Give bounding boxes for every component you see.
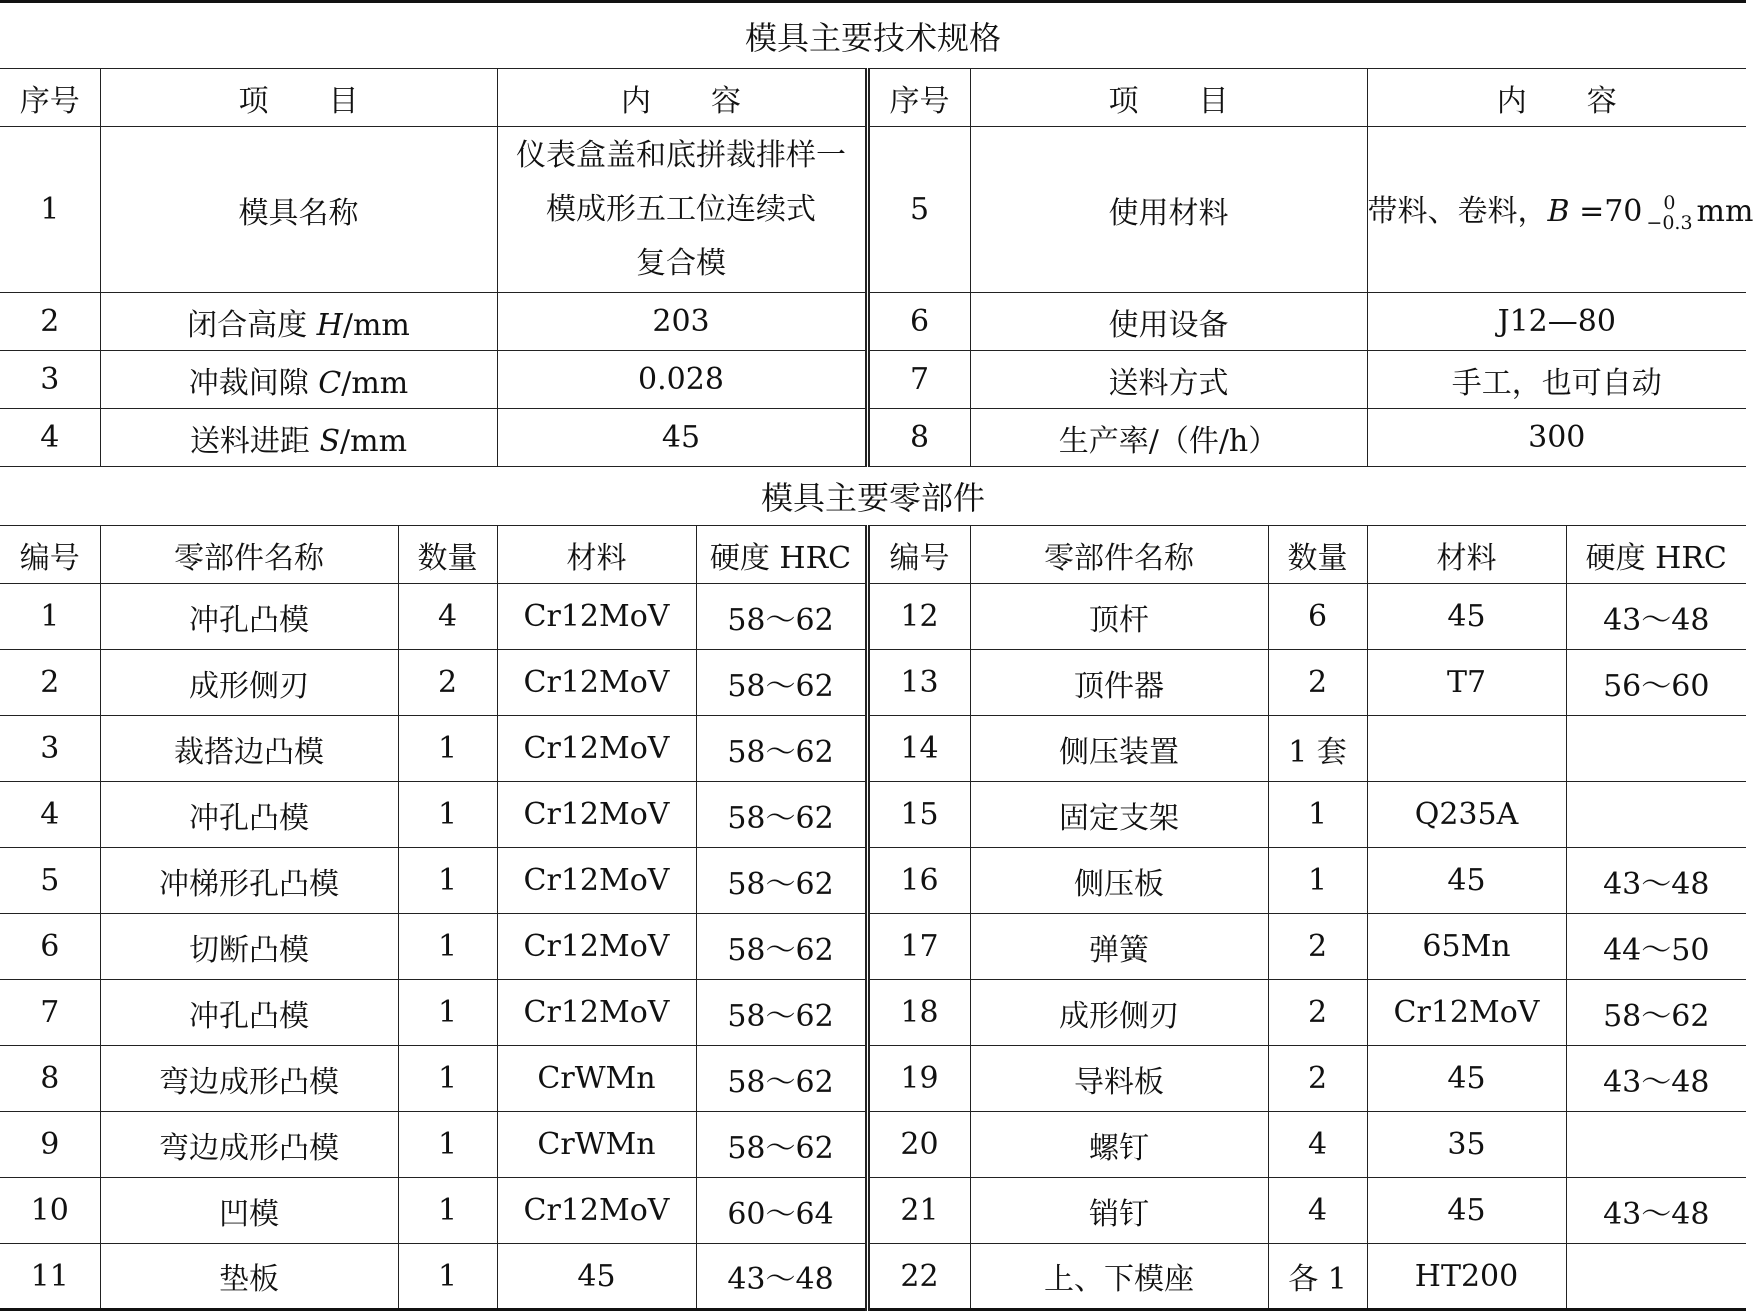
spec-row	[0, 293, 1746, 351]
spec-item-var: C	[318, 365, 342, 401]
part-material: CrWMn	[497, 1046, 696, 1112]
table-row	[0, 782, 1746, 848]
part-hardness: 43～48	[1566, 1046, 1746, 1112]
part-hardness: 58～62	[696, 1112, 867, 1178]
part-name: 弯边成形凸模	[100, 1112, 398, 1178]
material-unit: mm	[1696, 194, 1753, 229]
part-name: 导料板	[970, 1046, 1268, 1112]
part-no: 19	[867, 1046, 970, 1112]
part-material: Cr12MoV	[497, 716, 696, 782]
parts-header-no: 编号	[0, 526, 100, 584]
material-width-var: B	[1547, 194, 1570, 229]
part-hardness: 43～48	[1566, 1178, 1746, 1244]
material-prefix: 带料、卷料，	[1367, 194, 1548, 229]
parts-header-hardness: 硬度 HRC	[1566, 526, 1746, 584]
parts-header-row	[0, 526, 1746, 584]
part-hardness: 58～62	[696, 1046, 867, 1112]
table-row	[0, 1244, 1746, 1310]
part-name: 顶件器	[970, 650, 1268, 716]
part-qty: 2	[1268, 650, 1367, 716]
spec-no: 6	[867, 293, 970, 351]
part-hardness: 58～62	[696, 980, 867, 1046]
tolerance-upper: 0	[1663, 192, 1676, 214]
part-material: 45	[1367, 848, 1566, 914]
parts-header-name: 零部件名称	[970, 526, 1268, 584]
spec-row	[0, 127, 1746, 293]
part-hardness: 58～62	[696, 584, 867, 650]
part-name: 上、下模座	[970, 1244, 1268, 1310]
part-qty: 1	[1268, 782, 1367, 848]
part-qty: 1	[1268, 848, 1367, 914]
part-no: 15	[867, 782, 970, 848]
part-hardness: 56～60	[1566, 650, 1746, 716]
material-width-value: =70	[1569, 194, 1643, 229]
spec-item-var: H	[316, 307, 343, 343]
part-material: Cr12MoV	[497, 914, 696, 980]
spec-row	[0, 351, 1746, 409]
part-material: Cr12MoV	[497, 584, 696, 650]
part-no: 11	[0, 1244, 100, 1310]
part-name: 切断凸模	[100, 914, 398, 980]
part-material: Q235A	[1367, 782, 1566, 848]
table-row	[0, 650, 1746, 716]
spec-no: 2	[0, 293, 100, 351]
part-no: 1	[0, 584, 100, 650]
table-row	[0, 1178, 1746, 1244]
spec-header-item: 项 目	[100, 69, 497, 127]
spec-table	[0, 68, 1753, 467]
part-no: 18	[867, 980, 970, 1046]
part-qty: 4	[1268, 1112, 1367, 1178]
spec-row	[0, 409, 1746, 467]
spec-content: 0.028	[497, 351, 867, 409]
part-material: 65Mn	[1367, 914, 1566, 980]
part-material: Cr12MoV	[497, 782, 696, 848]
part-hardness: 58～62	[696, 914, 867, 980]
table-row	[0, 1046, 1746, 1112]
part-no: 20	[867, 1112, 970, 1178]
part-material: 35	[1367, 1112, 1566, 1178]
spec-header-content: 内 容	[497, 69, 867, 127]
spec-item-text: 冲裁间隙	[188, 365, 319, 401]
spec-no: 4	[0, 409, 100, 467]
tolerance-lower: −0.3	[1646, 212, 1693, 234]
part-material: Cr12MoV	[497, 848, 696, 914]
part-no: 12	[867, 584, 970, 650]
spec-content: 45	[497, 409, 867, 467]
part-qty: 1	[398, 1112, 497, 1178]
spec-content: 手工，也可自动	[1367, 351, 1746, 409]
part-name: 冲梯形孔凸模	[100, 848, 398, 914]
spec-item-text: 送料进距	[189, 423, 320, 459]
spec-item: 使用材料	[970, 127, 1367, 293]
spec-header-item: 项 目	[970, 69, 1367, 127]
spec-table-title: 模具主要技术规格	[0, 0, 1746, 68]
parts-header-hardness: 硬度 HRC	[696, 526, 867, 584]
parts-table	[0, 525, 1746, 1311]
part-hardness	[1566, 782, 1746, 848]
spec-no: 7	[867, 351, 970, 409]
part-material	[1367, 716, 1566, 782]
parts-header-qty: 数量	[398, 526, 497, 584]
part-qty: 6	[1268, 584, 1367, 650]
part-name: 弹簧	[970, 914, 1268, 980]
part-qty: 1	[398, 848, 497, 914]
part-name: 垫板	[100, 1244, 398, 1310]
part-material: Cr12MoV	[1367, 980, 1566, 1046]
part-name: 冲孔凸模	[100, 980, 398, 1046]
spec-item: 使用设备	[970, 293, 1367, 351]
parts-header-material: 材料	[497, 526, 696, 584]
part-name: 侧压装置	[970, 716, 1268, 782]
table-row	[0, 716, 1746, 782]
part-name: 成形侧刃	[100, 650, 398, 716]
part-hardness: 43～48	[696, 1244, 867, 1310]
spec-content-line: 模成形五工位连续式	[546, 191, 816, 227]
parts-header-name: 零部件名称	[100, 526, 398, 584]
spec-item: 送料方式	[970, 351, 1367, 409]
part-no: 4	[0, 782, 100, 848]
part-material: Cr12MoV	[497, 650, 696, 716]
part-name: 侧压板	[970, 848, 1268, 914]
part-material: 45	[1367, 1178, 1566, 1244]
parts-header-no: 编号	[867, 526, 970, 584]
part-material: 45	[1367, 1046, 1566, 1112]
part-hardness: 58～62	[696, 782, 867, 848]
part-material: Cr12MoV	[497, 980, 696, 1046]
part-qty: 1	[398, 716, 497, 782]
part-hardness: 44～50	[1566, 914, 1746, 980]
part-material: Cr12MoV	[497, 1178, 696, 1244]
part-qty: 各 1	[1268, 1244, 1367, 1310]
part-hardness	[1566, 1112, 1746, 1178]
part-name: 螺钉	[970, 1112, 1268, 1178]
part-name: 固定支架	[970, 782, 1268, 848]
part-no: 21	[867, 1178, 970, 1244]
parts-body	[0, 584, 1746, 1310]
parts-table-title: 模具主要零部件	[760, 479, 985, 517]
spec-item-unit: /mm	[342, 307, 410, 343]
part-no: 8	[0, 1046, 100, 1112]
part-hardness: 58～62	[1566, 980, 1746, 1046]
part-qty: 4	[398, 584, 497, 650]
part-name: 销钉	[970, 1178, 1268, 1244]
spec-item	[100, 409, 497, 467]
part-name: 凹模	[100, 1178, 398, 1244]
part-hardness	[1566, 716, 1746, 782]
part-qty: 1	[398, 782, 497, 848]
spec-item: 模具名称	[100, 127, 497, 293]
part-material: HT200	[1367, 1244, 1566, 1310]
part-name: 弯边成形凸模	[100, 1046, 398, 1112]
table-row	[0, 980, 1746, 1046]
parts-header-qty: 数量	[1268, 526, 1367, 584]
part-no: 9	[0, 1112, 100, 1178]
part-no: 14	[867, 716, 970, 782]
part-qty: 2	[1268, 1046, 1367, 1112]
part-material: 45	[1367, 584, 1566, 650]
part-no: 17	[867, 914, 970, 980]
part-qty: 1	[398, 914, 497, 980]
spec-content: 300	[1367, 409, 1746, 467]
part-name: 顶杆	[970, 584, 1268, 650]
part-name: 裁搭边凸模	[100, 716, 398, 782]
part-qty: 1	[398, 1046, 497, 1112]
part-hardness: 58～62	[696, 650, 867, 716]
part-no: 10	[0, 1178, 100, 1244]
spec-content: 203	[497, 293, 867, 351]
parts-header-material: 材料	[1367, 526, 1566, 584]
spec-item: 生产率/（件/h）	[970, 409, 1367, 467]
part-name: 冲孔凸模	[100, 584, 398, 650]
part-qty: 2	[1268, 980, 1367, 1046]
spec-item	[100, 351, 497, 409]
spec-no: 8	[867, 409, 970, 467]
part-qty: 2	[1268, 914, 1367, 980]
part-no: 5	[0, 848, 100, 914]
spec-content: J12—80	[1367, 293, 1746, 351]
part-qty: 1	[398, 1178, 497, 1244]
spec-no: 3	[0, 351, 100, 409]
part-no: 2	[0, 650, 100, 716]
part-hardness: 43～48	[1566, 848, 1746, 914]
part-material: T7	[1367, 650, 1566, 716]
spec-item	[100, 293, 497, 351]
table-row	[0, 914, 1746, 980]
spec-content-line: 复合模	[636, 245, 726, 281]
part-no: 7	[0, 980, 100, 1046]
spec-header-content: 内 容	[1367, 69, 1746, 127]
part-hardness	[1566, 1244, 1746, 1310]
part-hardness: 58～62	[696, 848, 867, 914]
table-row	[0, 848, 1746, 914]
spec-header-no: 序号	[867, 69, 970, 127]
part-no: 3	[0, 716, 100, 782]
spec-header-no: 序号	[0, 69, 100, 127]
part-material: CrWMn	[497, 1112, 696, 1178]
part-no: 6	[0, 914, 100, 980]
spec-no: 5	[867, 127, 970, 293]
part-qty: 1	[398, 980, 497, 1046]
part-hardness: 43～48	[1566, 584, 1746, 650]
part-qty: 4	[1268, 1178, 1367, 1244]
part-qty: 1 套	[1268, 716, 1367, 782]
part-no: 13	[867, 650, 970, 716]
part-name: 成形侧刃	[970, 980, 1268, 1046]
spec-item-var: S	[319, 423, 341, 459]
spec-item-unit: /mm	[340, 423, 408, 459]
part-no: 22	[867, 1244, 970, 1310]
material-tolerance	[1646, 193, 1692, 233]
table-row	[0, 1112, 1746, 1178]
spec-content	[497, 127, 867, 293]
table-row	[0, 584, 1746, 650]
spec-item-text: 闭合高度	[187, 307, 317, 343]
spec-item-unit: /mm	[341, 365, 409, 401]
spec-content-material	[1367, 127, 1753, 293]
part-material: 45	[497, 1244, 696, 1310]
spec-no: 1	[0, 127, 100, 293]
part-hardness: 58～62	[696, 716, 867, 782]
part-hardness: 60～64	[696, 1178, 867, 1244]
spec-content-line: 仪表盒盖和底拼裁排样一	[516, 137, 846, 173]
part-qty: 2	[398, 650, 497, 716]
part-name: 冲孔凸模	[100, 782, 398, 848]
part-qty: 1	[398, 1244, 497, 1310]
part-no: 16	[867, 848, 970, 914]
spec-header-row	[0, 69, 1746, 127]
